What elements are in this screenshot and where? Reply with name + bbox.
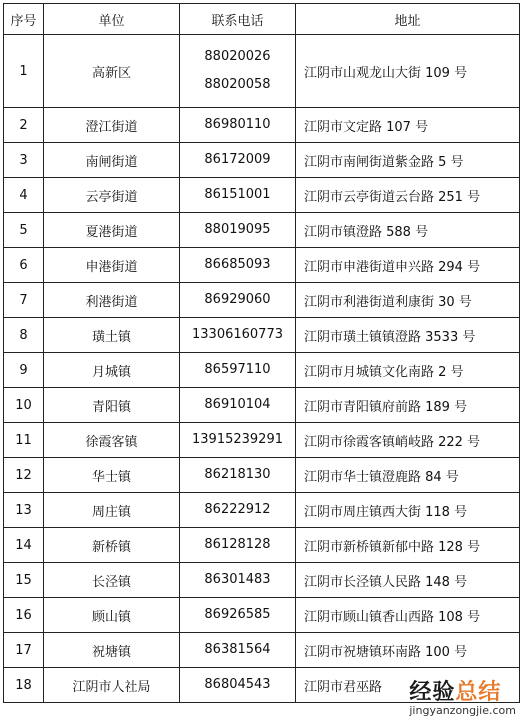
cell-no: 14 — [4, 528, 44, 563]
cell-address: 江阴市青阳镇府前路 189 号 — [296, 388, 520, 423]
table-row — [4, 668, 520, 703]
phone-number: 86218130 — [204, 467, 271, 482]
cell-no: 3 — [4, 143, 44, 178]
cell-no: 15 — [4, 563, 44, 598]
cell-phone — [180, 458, 296, 493]
watermark-prefix: 经验 — [409, 680, 456, 705]
cell-unit: 江阴市人社局 — [44, 668, 180, 703]
table-row — [4, 598, 520, 633]
table-row — [4, 248, 520, 283]
phone-number: 86597110 — [204, 362, 271, 377]
cell-phone — [180, 108, 296, 143]
cell-unit: 申港街道 — [44, 248, 180, 283]
cell-phone — [180, 283, 296, 318]
cell-address: 江阴市顾山镇香山西路 108 号 — [296, 598, 520, 633]
table-row — [4, 178, 520, 213]
cell-phone — [180, 178, 296, 213]
cell-no: 13 — [4, 493, 44, 528]
table-row — [4, 528, 520, 563]
cell-unit: 祝塘镇 — [44, 633, 180, 668]
cell-address: 江阴市利港街道利康街 30 号 — [296, 283, 520, 318]
cell-unit: 夏港街道 — [44, 213, 180, 248]
phone-number: 86128128 — [204, 537, 271, 552]
cell-unit: 徐霞客镇 — [44, 423, 180, 458]
phone-number: 86685093 — [204, 257, 271, 272]
cell-no: 4 — [4, 178, 44, 213]
cell-phone — [180, 248, 296, 283]
cell-unit: 月城镇 — [44, 353, 180, 388]
table-row — [4, 35, 520, 108]
phone-number: 86929060 — [204, 292, 271, 307]
cell-unit: 澄江街道 — [44, 108, 180, 143]
table-row — [4, 283, 520, 318]
cell-phone — [180, 668, 296, 703]
header-phone: 联系电话 — [180, 4, 296, 35]
cell-phone — [180, 318, 296, 353]
phone-number: 86910104 — [204, 397, 271, 412]
cell-address: 江阴市镇澄路 588 号 — [296, 213, 520, 248]
table-row — [4, 388, 520, 423]
cell-no: 6 — [4, 248, 44, 283]
phone-number: 86804543 — [204, 677, 271, 692]
phone-number: 13915239291 — [192, 432, 283, 447]
cell-no: 5 — [4, 213, 44, 248]
cell-no: 17 — [4, 633, 44, 668]
table-row — [4, 633, 520, 668]
cell-address: 江阴市山观龙山大街 109 号 — [296, 35, 520, 108]
table-row — [4, 493, 520, 528]
header-no: 序号 — [4, 4, 44, 35]
phone-number: 86980110 — [204, 117, 271, 132]
watermark-accent: 总结 — [455, 680, 502, 705]
table-row — [4, 458, 520, 493]
cell-unit: 利港街道 — [44, 283, 180, 318]
table-body — [4, 35, 520, 703]
cell-unit: 长泾镇 — [44, 563, 180, 598]
cell-unit: 新桥镇 — [44, 528, 180, 563]
phone-number: 88020026 — [204, 49, 271, 64]
cell-unit: 璜土镇 — [44, 318, 180, 353]
cell-phone — [180, 213, 296, 248]
cell-phone — [180, 353, 296, 388]
cell-address: 江阴市月城镇文化南路 2 号 — [296, 353, 520, 388]
cell-address: 江阴市南闸街道紫金路 5 号 — [296, 143, 520, 178]
cell-no: 16 — [4, 598, 44, 633]
cell-address: 江阴市华士镇澄鹿路 84 号 — [296, 458, 520, 493]
cell-address: 江阴市云亭街道云台路 251 号 — [296, 178, 520, 213]
header-row — [4, 4, 520, 35]
cell-no: 8 — [4, 318, 44, 353]
table-row — [4, 563, 520, 598]
cell-phone — [180, 143, 296, 178]
table-row — [4, 108, 520, 143]
phone-number: 13306160773 — [192, 327, 283, 342]
phone-number: 86151001 — [204, 187, 271, 202]
cell-address: 江阴市徐霞客镇峭岐路 222 号 — [296, 423, 520, 458]
cell-address: 江阴市文定路 107 号 — [296, 108, 520, 143]
cell-unit: 云亭街道 — [44, 178, 180, 213]
cell-unit: 青阳镇 — [44, 388, 180, 423]
cell-address: 江阴市君巫路 — [296, 668, 520, 703]
cell-no: 10 — [4, 388, 44, 423]
cell-address: 江阴市周庄镇西大街 118 号 — [296, 493, 520, 528]
cell-no: 12 — [4, 458, 44, 493]
watermark-url: jingyanzongjie.com — [409, 704, 516, 717]
cell-address: 江阴市祝塘镇环南路 100 号 — [296, 633, 520, 668]
table-row — [4, 423, 520, 458]
cell-no: 9 — [4, 353, 44, 388]
table-row — [4, 353, 520, 388]
cell-no: 2 — [4, 108, 44, 143]
phone-number: 88020058 — [204, 77, 271, 92]
cell-address: 江阴市长泾镇人民路 148 号 — [296, 563, 520, 598]
phone-number: 86926585 — [204, 607, 271, 622]
cell-unit: 南闸街道 — [44, 143, 180, 178]
cell-address: 江阴市申港街道申兴路 294 号 — [296, 248, 520, 283]
phone-number: 86222912 — [204, 502, 271, 517]
cell-no: 18 — [4, 668, 44, 703]
cell-address: 江阴市新桥镇新郁中路 128 号 — [296, 528, 520, 563]
table-row — [4, 318, 520, 353]
phone-number: 86381564 — [204, 642, 271, 657]
table-row — [4, 143, 520, 178]
phone-number: 86172009 — [204, 152, 271, 167]
cell-phone — [180, 633, 296, 668]
cell-phone — [180, 528, 296, 563]
cell-unit: 顾山镇 — [44, 598, 180, 633]
cell-no: 1 — [4, 35, 44, 108]
header-unit: 单位 — [44, 4, 180, 35]
cell-unit: 周庄镇 — [44, 493, 180, 528]
phone-number: 86301483 — [204, 572, 271, 587]
cell-phone — [180, 493, 296, 528]
cell-phone — [180, 388, 296, 423]
header-address: 地址 — [296, 4, 520, 35]
contact-table — [3, 3, 520, 703]
cell-phone — [180, 423, 296, 458]
cell-phone — [180, 598, 296, 633]
cell-no: 7 — [4, 283, 44, 318]
phone-number: 88019095 — [204, 222, 271, 237]
cell-phone — [180, 563, 296, 598]
cell-phone — [180, 35, 296, 108]
cell-unit: 华士镇 — [44, 458, 180, 493]
cell-no: 11 — [4, 423, 44, 458]
table-row — [4, 213, 520, 248]
cell-unit: 高新区 — [44, 35, 180, 108]
cell-address: 江阴市璜土镇镇澄路 3533 号 — [296, 318, 520, 353]
